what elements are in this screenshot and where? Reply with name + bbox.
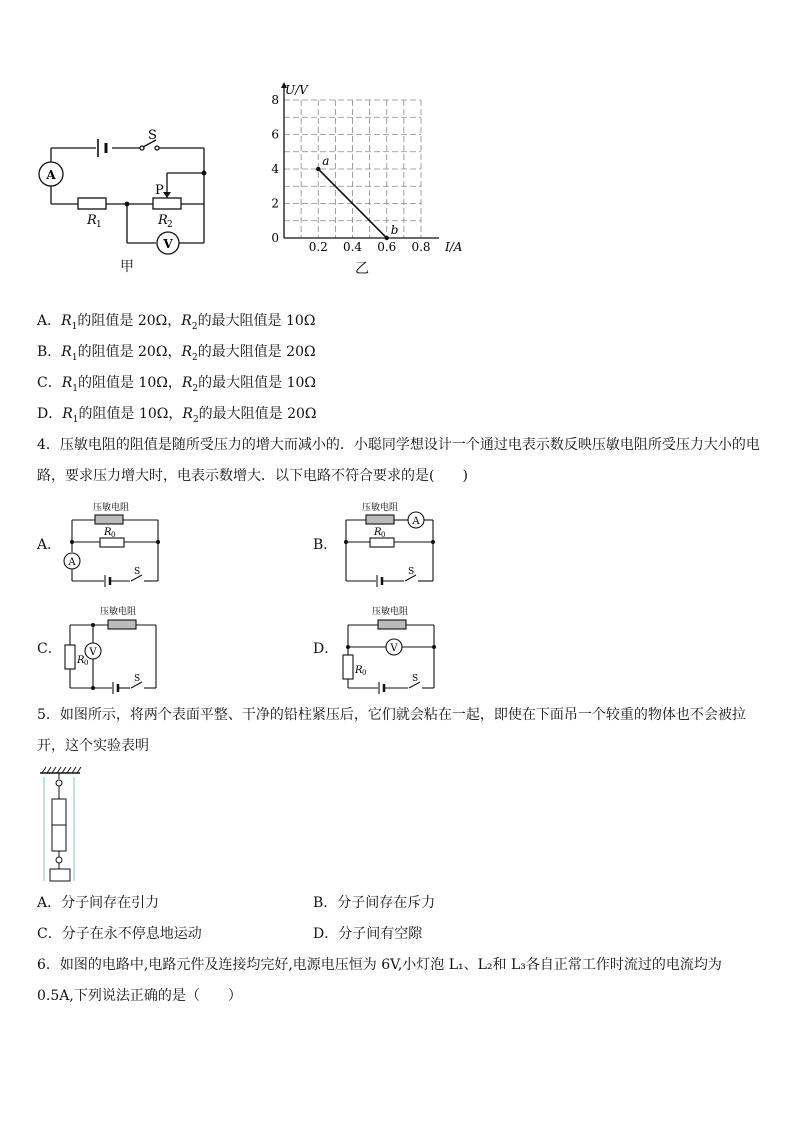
voltmeter-label: V (163, 237, 173, 251)
q5-option-a[interactable]: A．分子间存在引力 (37, 895, 160, 911)
y-tick-label: 8 (271, 93, 279, 107)
svg-text:R: R (355, 665, 363, 676)
q3-option-c[interactable]: C．$R_1$的阻值是 10Ω，$R_2$的最大阻值是 10Ω (37, 375, 317, 394)
svg-text:1: 1 (96, 220, 102, 230)
svg-text:0: 0 (84, 659, 89, 667)
lead-cylinders-figure (36, 765, 86, 885)
q4-option-a[interactable]: A． (37, 537, 62, 553)
circuit-option-d (338, 603, 448, 695)
question-5-stem: 5．如图所示，将两个表面平整、干净的铅柱紧压后，它们就会粘在一起，即使在下面吊一个较重的物体也不会被拉开，这个实验表明 (37, 707, 746, 754)
x-tick-label: 0.4 (342, 240, 363, 254)
circuit-option-b (338, 500, 448, 590)
y-tick-label: 0 (271, 231, 279, 245)
x-axis-label: I/A (445, 240, 463, 254)
svg-text:S: S (134, 567, 141, 577)
x-tick-label: 0.8 (411, 240, 431, 254)
figure-caption-yi: 乙 (355, 261, 369, 277)
q3-option-d[interactable]: D．$R_1$的阻值是 10Ω，$R_2$的最大阻值是 20Ω (37, 406, 317, 425)
q3-option-b[interactable]: B．$R_1$的阻值是 20Ω，$R_2$的最大阻值是 20Ω (37, 344, 316, 363)
svg-text:S: S (412, 674, 419, 684)
q3-option-a[interactable]: A．$R_1$的阻值是 20Ω，$R_2$的最大阻值是 10Ω (37, 313, 316, 332)
question-4-stem: 4．压敏电阻的阻值是随所受压力的增大而减小的．小聪同学想设计一个通过电表示数反映压敏电阻所受压力大小的电路，要求压力增大时，电表示数增大．以下电路不符合要求的是( ) (37, 437, 760, 484)
r1-label: R (87, 213, 97, 228)
circuit-jia (36, 126, 216, 256)
y-tick-label: 6 (271, 127, 279, 142)
q5-option-c[interactable]: C．分子在永不停息地运动 (37, 926, 202, 942)
data-point (316, 167, 320, 171)
q5-option-d[interactable]: D．分子间有空隙 (313, 926, 423, 942)
svg-text:压敏电阻: 压敏电阻 (93, 503, 130, 513)
question-6-stem: 6．如图的电路中,电路元件及连接均完好,电源电压恒为 6V,小灯泡 L₁、L₂和 L₃各自正常工作时流过的电流均为 0.5A,下列说法正确的是（ ） (37, 957, 722, 1004)
svg-text:压敏电阻: 压敏电阻 (372, 607, 409, 617)
data-point (385, 236, 389, 240)
svg-text:V: V (89, 647, 97, 658)
q5-option-b[interactable]: B．分子间存在斥力 (313, 895, 436, 911)
svg-text:V: V (390, 643, 398, 654)
circuit-option-c (60, 603, 170, 695)
svg-text:2: 2 (167, 220, 173, 230)
svg-text:A: A (412, 516, 420, 527)
switch-label: S (148, 128, 157, 143)
y-tick-label: 2 (271, 196, 279, 211)
r2-label: R (158, 213, 168, 228)
svg-text:0: 0 (362, 669, 367, 677)
circuit-option-a (60, 500, 170, 590)
svg-text:压敏电阻: 压敏电阻 (362, 503, 399, 513)
figure-caption-jia: 甲 (120, 259, 134, 275)
slider-label: P (155, 183, 164, 198)
y-tick-label: 4 (271, 162, 279, 176)
ui-graph-yi (268, 78, 468, 258)
svg-text:A: A (68, 557, 76, 568)
q4-option-d[interactable]: D． (313, 641, 339, 657)
point-label: a (322, 154, 330, 168)
svg-text:S: S (134, 674, 141, 684)
point-label: b (390, 223, 399, 237)
x-tick-label: 0.6 (377, 240, 397, 254)
svg-text:压敏电阻: 压敏电阻 (100, 607, 137, 617)
ammeter-label: A (46, 168, 56, 182)
svg-text:0: 0 (381, 531, 386, 539)
svg-text:R: R (104, 527, 112, 538)
q4-option-c[interactable]: C． (37, 641, 62, 657)
q4-option-b[interactable]: B． (313, 537, 338, 553)
x-tick-label: 0.2 (308, 240, 328, 254)
svg-text:S: S (408, 567, 415, 577)
svg-text:0: 0 (111, 531, 116, 539)
svg-text:R: R (77, 655, 85, 666)
svg-text:R: R (374, 527, 382, 538)
y-axis-label: U/V (285, 83, 308, 97)
